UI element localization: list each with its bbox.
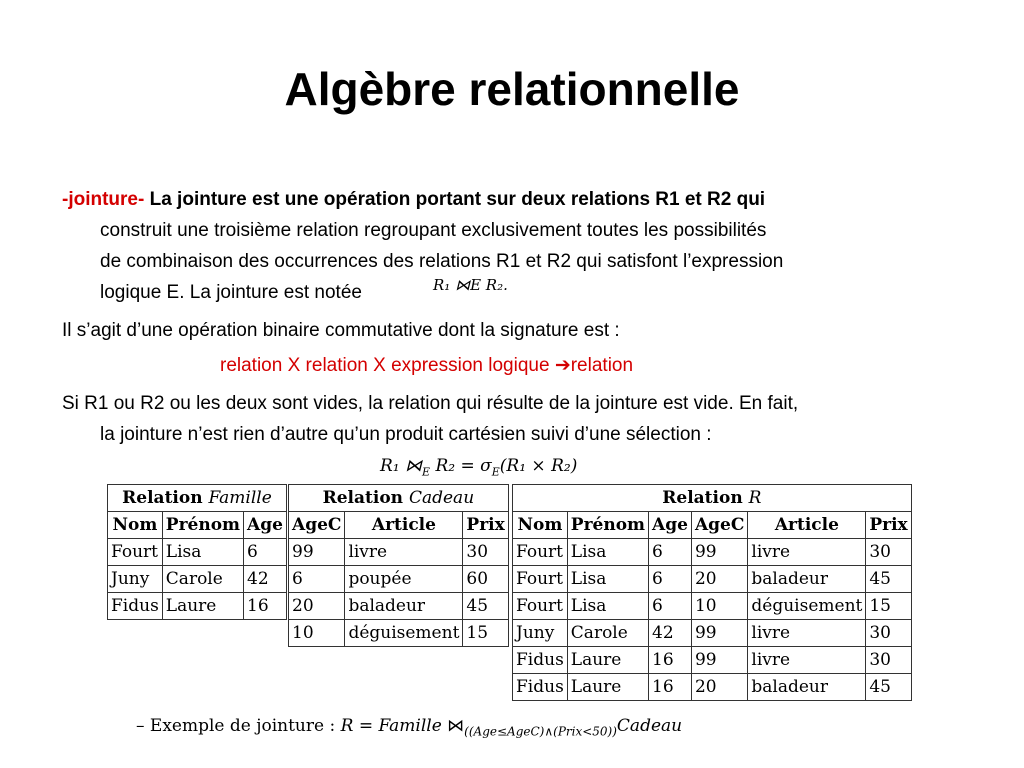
table-cell: Lisa — [567, 539, 648, 566]
table-row — [513, 566, 912, 593]
table-famille — [107, 484, 287, 620]
table-cell: 99 — [691, 647, 747, 674]
column-header: Nom — [513, 512, 568, 539]
caption-prefix: Relation — [662, 488, 749, 508]
table-cell: 20 — [691, 566, 747, 593]
signature-text: relation X relation X expression logique — [220, 355, 555, 376]
table-row — [108, 539, 287, 566]
term-jointure: -jointure- — [62, 189, 145, 210]
formula-product: (R₁ × R₂) — [499, 456, 578, 476]
column-header: Nom — [108, 512, 163, 539]
definition-line-3: de combinaison des occurrences des relations R1 et R2 qui satisfont l’expression — [100, 251, 784, 272]
table-cell: 99 — [289, 539, 345, 566]
table-cell: Fourt — [513, 566, 568, 593]
paragraph-empty-relations — [62, 388, 967, 450]
table-cell: Lisa — [162, 539, 243, 566]
table-cell: 10 — [691, 593, 747, 620]
table-cell: livre — [748, 620, 866, 647]
table-cell: Fidus — [108, 593, 163, 620]
table-caption — [108, 485, 287, 512]
table-caption-row — [289, 485, 509, 512]
paragraph-jointure-definition — [62, 184, 967, 308]
example-prefix: – Exemple de jointure : — [136, 716, 341, 736]
column-header: Prix — [463, 512, 508, 539]
caption-prefix: Relation — [122, 488, 209, 508]
table-row — [513, 593, 912, 620]
caption-name: Famille — [208, 488, 272, 508]
table-cell: livre — [345, 539, 463, 566]
join-formula — [380, 456, 577, 478]
table-cell: 15 — [866, 593, 911, 620]
table-cell: 16 — [244, 593, 287, 620]
table-row — [513, 539, 912, 566]
table-row — [289, 620, 509, 647]
table-cell: Fidus — [513, 647, 568, 674]
table-cell: Carole — [567, 620, 648, 647]
table-cell: 30 — [866, 647, 911, 674]
column-header: Prénom — [567, 512, 648, 539]
table-row — [108, 593, 287, 620]
example-join — [136, 716, 682, 738]
table-cell: 6 — [649, 593, 692, 620]
table-caption-row — [513, 485, 912, 512]
table-header-row — [289, 512, 509, 539]
example-cadeau: Cadeau — [616, 716, 683, 736]
table-cell: Lisa — [567, 593, 648, 620]
table-cell: 30 — [866, 539, 911, 566]
definition-line-2: construit une troisième relation regroupant exclusivement toutes les possibilités — [100, 220, 767, 241]
empty-line-1: Si R1 ou R2 ou les deux sont vides, la relation qui résulte de la jointure est vide. En fait, — [62, 393, 799, 414]
column-header: Article — [345, 512, 463, 539]
table-cell: Fourt — [513, 539, 568, 566]
definition-bold-text: La jointure est une opération portant sur deux relations R1 et R2 qui — [149, 189, 766, 210]
arrow-right-icon: ➔ — [554, 355, 571, 376]
table-cell: Fidus — [513, 674, 568, 701]
table-cell: livre — [748, 539, 866, 566]
table-cell: 10 — [289, 620, 345, 647]
example-condition: ((Age≤AgeC)∧(Prix<50)) — [464, 724, 617, 739]
table-cell: 6 — [244, 539, 287, 566]
table-cadeau — [288, 484, 509, 647]
column-header: AgeC — [691, 512, 747, 539]
example-join-symbol: ⋈ — [441, 716, 465, 736]
table-cell: 30 — [463, 539, 508, 566]
formula-join-sub: E — [422, 465, 431, 479]
formula-sigma-sub: E — [491, 465, 500, 479]
table-caption — [289, 485, 509, 512]
caption-prefix: Relation — [322, 488, 409, 508]
table-cell: 99 — [691, 539, 747, 566]
table-row — [513, 620, 912, 647]
column-header: Age — [244, 512, 287, 539]
table-cell: Juny — [513, 620, 568, 647]
signature-result: relation — [570, 355, 634, 376]
column-header: AgeC — [289, 512, 345, 539]
table-cell: déguisement — [748, 593, 866, 620]
column-header: Prix — [866, 512, 911, 539]
table-caption-row — [108, 485, 287, 512]
example-eq: = — [353, 716, 379, 736]
table-row — [108, 566, 287, 593]
table-cell: 16 — [649, 674, 692, 701]
table-cell: 30 — [866, 620, 911, 647]
table-cell: livre — [748, 647, 866, 674]
formula-left: R₁ ⋈ — [380, 456, 423, 476]
table-cell: poupée — [345, 566, 463, 593]
table-caption — [513, 485, 912, 512]
table-cell: Laure — [162, 593, 243, 620]
table-cell: 99 — [691, 620, 747, 647]
empty-line-2: la jointure n’est rien d’autre qu’un produit cartésien suivi d’une sélection : — [100, 424, 712, 445]
table-cell: 60 — [463, 566, 508, 593]
table-cell: Fourt — [513, 593, 568, 620]
table-cell: 45 — [866, 566, 911, 593]
table-cell: Carole — [162, 566, 243, 593]
table-cell: 6 — [289, 566, 345, 593]
table-cell: 42 — [649, 620, 692, 647]
table-cell: 42 — [244, 566, 287, 593]
table-cell: Lisa — [567, 566, 648, 593]
table-cell: 20 — [691, 674, 747, 701]
slide-title: Algèbre relationnelle — [284, 63, 740, 115]
example-famille: Famille — [378, 716, 442, 736]
column-header: Age — [649, 512, 692, 539]
table-row — [289, 566, 509, 593]
table-cell: 16 — [649, 647, 692, 674]
table-cell: déguisement — [345, 620, 463, 647]
table-cell: 6 — [649, 539, 692, 566]
table-row — [289, 593, 509, 620]
paragraph-signature-intro: Il s’agit d’une opération binaire commutative dont la signature est : — [62, 320, 620, 341]
column-header: Prénom — [162, 512, 243, 539]
table-cell: baladeur — [748, 674, 866, 701]
table-header-row — [108, 512, 287, 539]
join-notation: R₁ ⋈E R₂. — [433, 276, 508, 294]
definition-line-4: logique E. La jointure est notée — [100, 282, 362, 303]
table-row — [513, 674, 912, 701]
table-cell: 45 — [463, 593, 508, 620]
table-cell: Laure — [567, 647, 648, 674]
table-cell: 20 — [289, 593, 345, 620]
table-r — [512, 484, 912, 701]
table-cell: Juny — [108, 566, 163, 593]
signature-line — [220, 350, 633, 381]
table-row — [513, 647, 912, 674]
table-cell: 6 — [649, 566, 692, 593]
caption-name: R — [748, 488, 762, 508]
column-header: Article — [748, 512, 866, 539]
table-cell: baladeur — [748, 566, 866, 593]
table-cell: Fourt — [108, 539, 163, 566]
example-r: R — [340, 716, 354, 736]
table-cell: Laure — [567, 674, 648, 701]
formula-right: R₂ = σ — [430, 456, 492, 476]
table-row — [289, 539, 509, 566]
table-cell: 15 — [463, 620, 508, 647]
caption-name: Cadeau — [408, 488, 475, 508]
table-cell: 45 — [866, 674, 911, 701]
table-cell: baladeur — [345, 593, 463, 620]
table-header-row — [513, 512, 912, 539]
